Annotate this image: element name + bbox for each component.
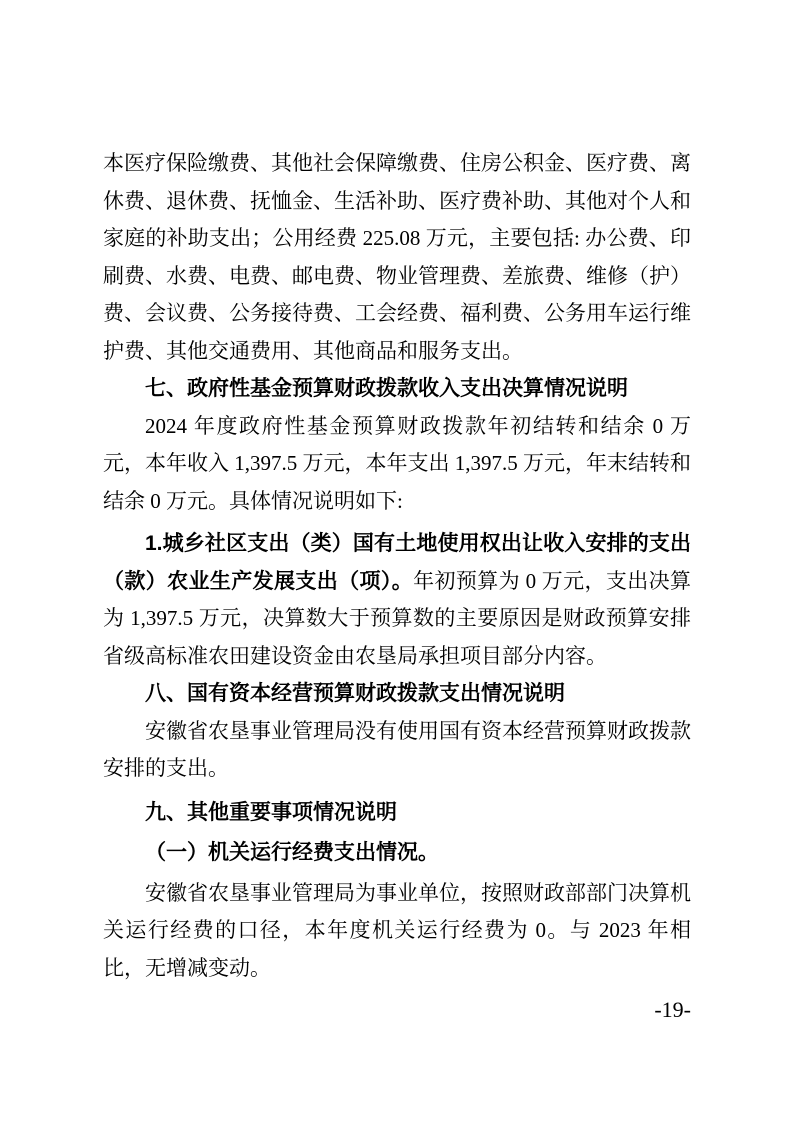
item-1-bold-lead: 1.城乡社区支出（类）国有土地使用权出让收入安排的支出（款）农业生产发展支出（项）。 — [103, 532, 691, 593]
heading-section-9-1-operating-expenses: （一）机关运行经费支出情况。 — [145, 841, 439, 864]
paragraph-section-7-summary: 2024 年度政府性基金预算财政拨款年初结转和结余 0 万元，本年收入 1,397.5 万元，本年支出 1,397.5 万元，年末结转和结余 0 万元。具体情况说明如下: — [103, 413, 691, 513]
paragraph-continuation-funds-breakdown: 本医疗保险缴费、其他社会保障缴费、住房公积金、医疗费、离休费、退休费、抚恤金、生活补助、医疗费补助、其他对个人和家庭的补助支出；公用经费 225.08 万元，主要包括: 办公费、印刷费、水费、电费、邮电费、物业管理费、差旅费、维修（护）费、会议费、公务接待费、工会经费、福利费、公务用车运行维护费、其他交通费用、其他商品和服务支出。 — [103, 151, 691, 363]
heading-section-9-other-matters: 九、其他重要事项情况说明 — [145, 800, 397, 824]
item-1-explanation: 年初预算为 0 万元，支出决算为 1,397.5 万元，决算数大于预算数的主要原因是财政预算安排省级高标准农田建设资金由农垦局承担项目部分内容。 — [103, 568, 691, 668]
page-number: -19- — [654, 997, 691, 1022]
paragraph-section-8-statement: 安徽省农垦事业管理局没有使用国有资本经营预算财政拨款安排的支出。 — [103, 718, 691, 780]
paragraph-item-1-urban-rural-community — [103, 525, 691, 675]
heading-section-7-government-funds: 七、政府性基金预算财政拨款收入支出决算情况说明 — [145, 377, 628, 400]
paragraph-section-9-1-statement: 安徽省农垦事业管理局为事业单位，按照财政部部门决算机关运行经费的口径，本年度机关运行经费为 0。与 2023 年相比，无增减变动。 — [103, 880, 691, 980]
heading-section-8-state-capital: 八、国有资本经营预算财政拨款支出情况说明 — [145, 682, 565, 705]
